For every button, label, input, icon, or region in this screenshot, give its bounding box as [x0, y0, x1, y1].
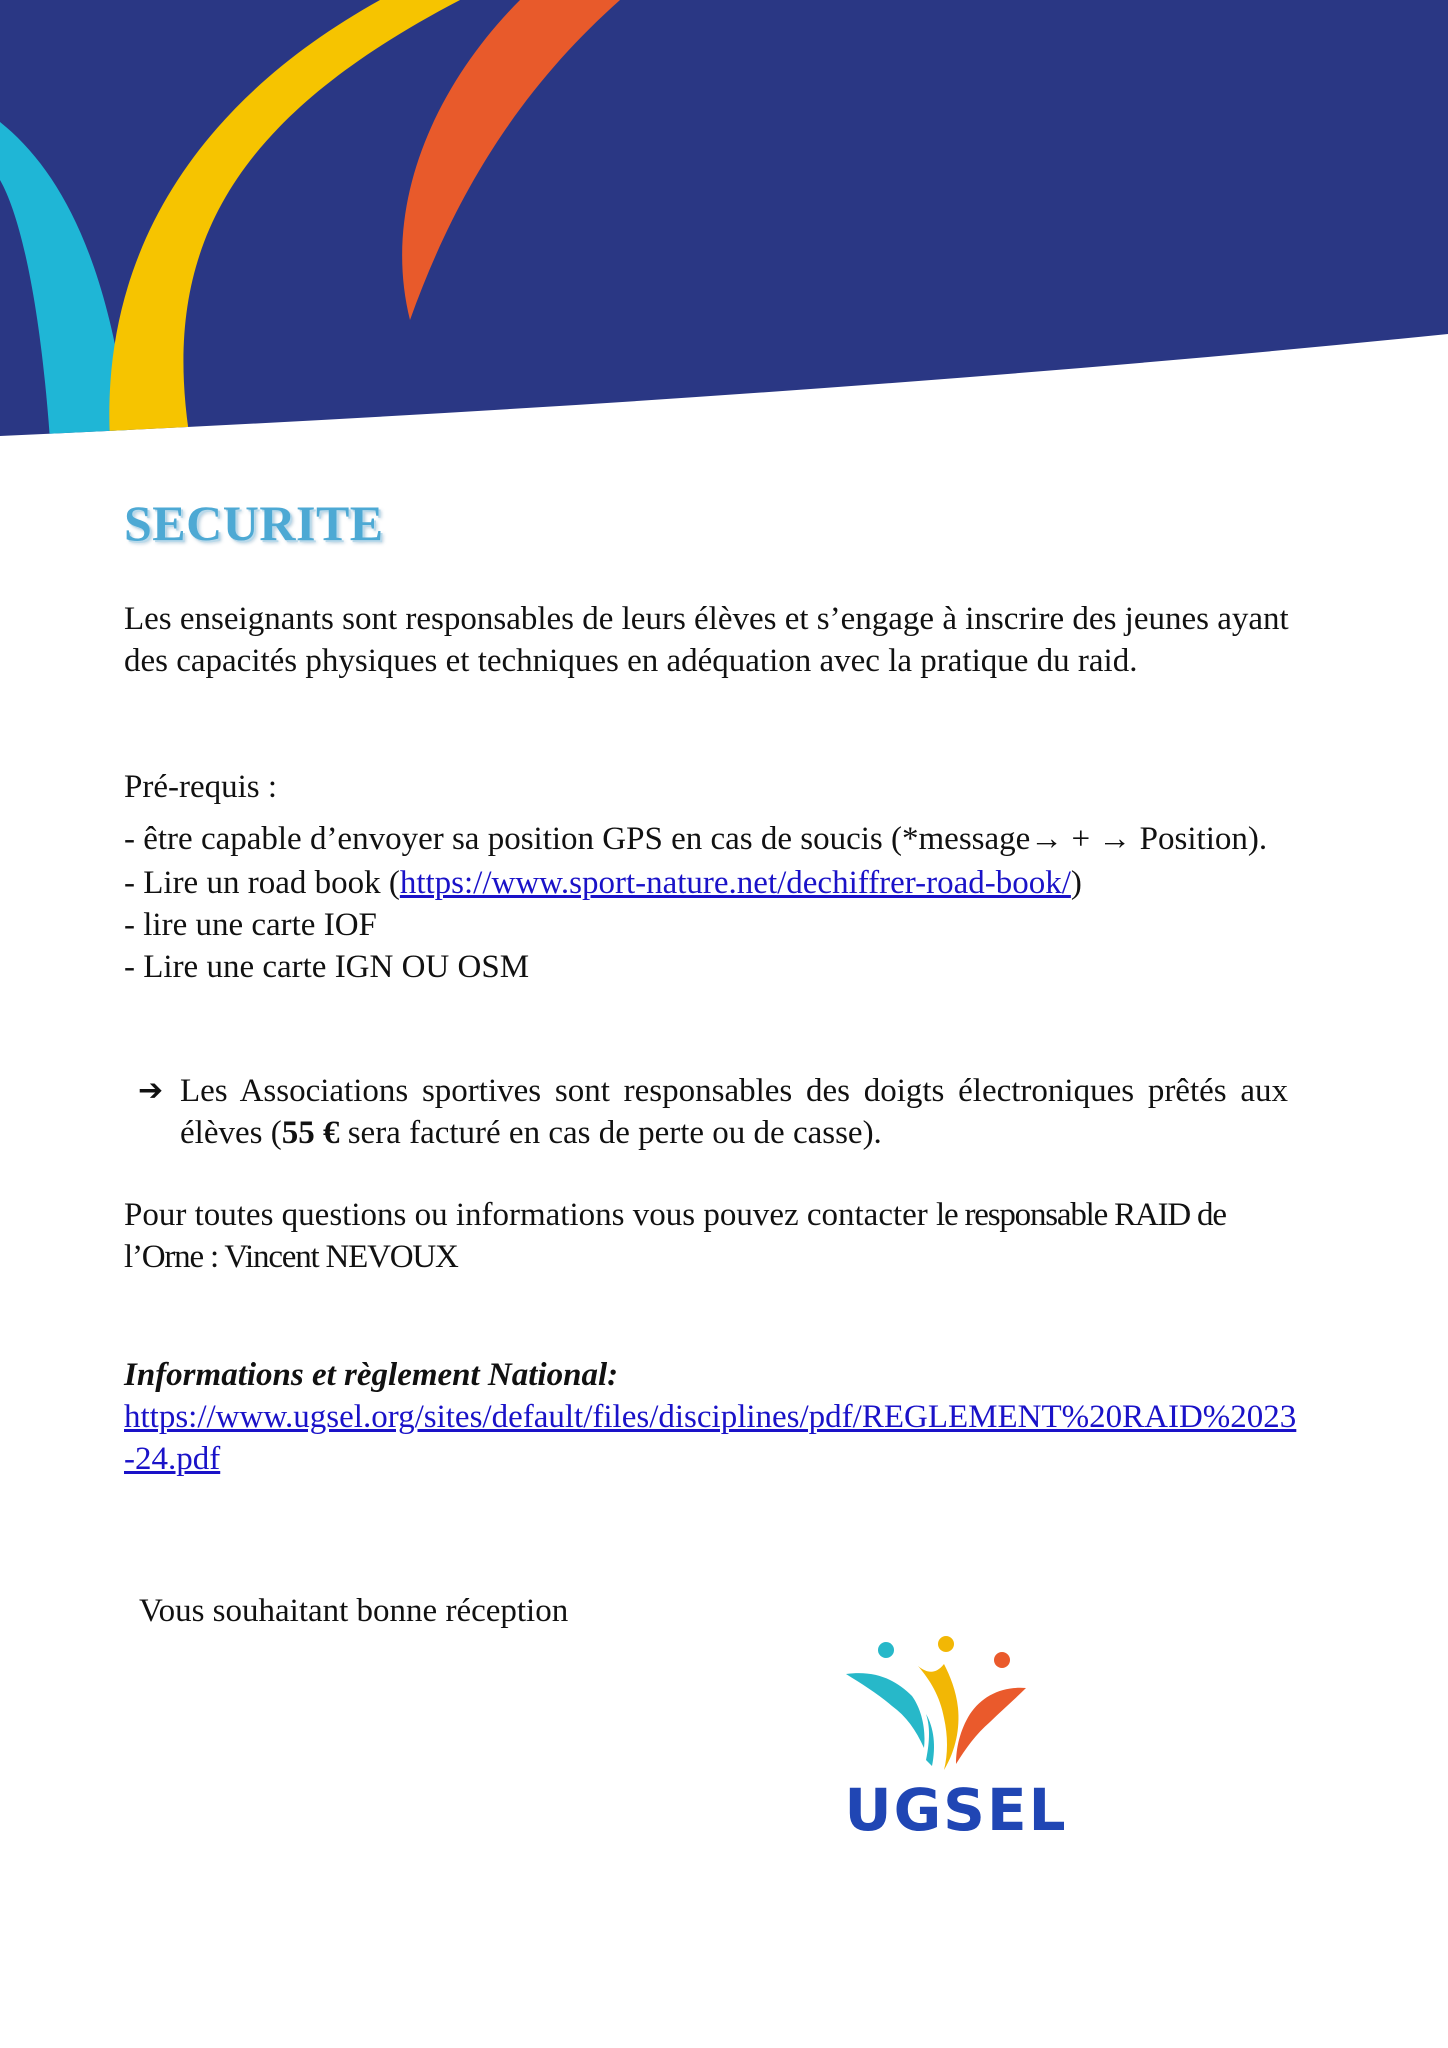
national-rules-link[interactable]: https://www.ugsel.org/sites/default/files/disciplines/pdf/REGLEMENT%20RAID%2023-24.pdf	[124, 1399, 1297, 1477]
logo-yellow-head	[938, 1636, 954, 1652]
notice-text-after: sera facturé en cas de perte ou de casse).	[339, 1115, 882, 1151]
header-banner-graphic	[0, 0, 1448, 440]
logo-yellow-figure	[918, 1664, 958, 1770]
ugsel-logo	[826, 1630, 1086, 1850]
prereq-iof: - lire une carte IOF	[124, 907, 377, 943]
national-rules-label: Informations et règlement National:	[124, 1357, 619, 1393]
notice-text	[180, 1070, 1288, 1154]
roadbook-link[interactable]: https://www.sport-nature.net/dechiffrer-road-book/	[399, 865, 1071, 901]
logo-text: UGSEL	[844, 1776, 1068, 1844]
header-banner	[0, 0, 1448, 440]
contact-paragraph	[124, 1194, 1304, 1278]
page-title: SECURITE	[124, 495, 384, 551]
prereq-ign: - Lire une carte IGN OU OSM	[124, 949, 530, 985]
prereq-gps: - être capable d’envoyer sa position GPS en cas de soucis (*message→ + → Position).	[124, 821, 1268, 857]
prereq-roadbook	[124, 862, 1304, 904]
ugsel-logo-graphic	[826, 1630, 1086, 1850]
logo-orange-head	[994, 1652, 1010, 1668]
prerequisites-label: Pré-requis :	[124, 769, 278, 805]
intro-paragraph: Les enseignants sont responsables de leurs élèves et s’engage à inscrire des jeunes ayant des capacités physiques et techniques en adéquation avec la pratique du raid.	[124, 601, 1289, 679]
notice-block	[138, 1070, 1288, 1154]
roadbook-suffix: )	[1070, 865, 1082, 901]
contact-text: Pour toutes questions ou informations vous pouvez contacter	[124, 1197, 937, 1233]
logo-cyan-head	[878, 1642, 894, 1658]
roadbook-prefix: - Lire un road book (	[124, 865, 400, 901]
contact-name: le responsable RAID de l’Orne : Vincent NEVOUX	[124, 1197, 1226, 1275]
logo-orange-figure	[956, 1688, 1026, 1764]
logo-cyan-figure	[846, 1673, 925, 1748]
notice-amount: 55 €	[281, 1115, 340, 1151]
logo-cyan-swoosh	[926, 1714, 934, 1766]
notice-text-before: Les Associations sportives sont responsables des doigts électroniques prêtés aux élèves (	[180, 1073, 1288, 1151]
national-rules-paragraph	[124, 1396, 1304, 1480]
closing-text: Vous souhaitant bonne réception	[139, 1593, 569, 1629]
banner-navy-background	[0, 0, 1448, 436]
arrow-right-icon: ➔	[138, 1073, 164, 1108]
prerequisites-list	[124, 818, 1304, 988]
